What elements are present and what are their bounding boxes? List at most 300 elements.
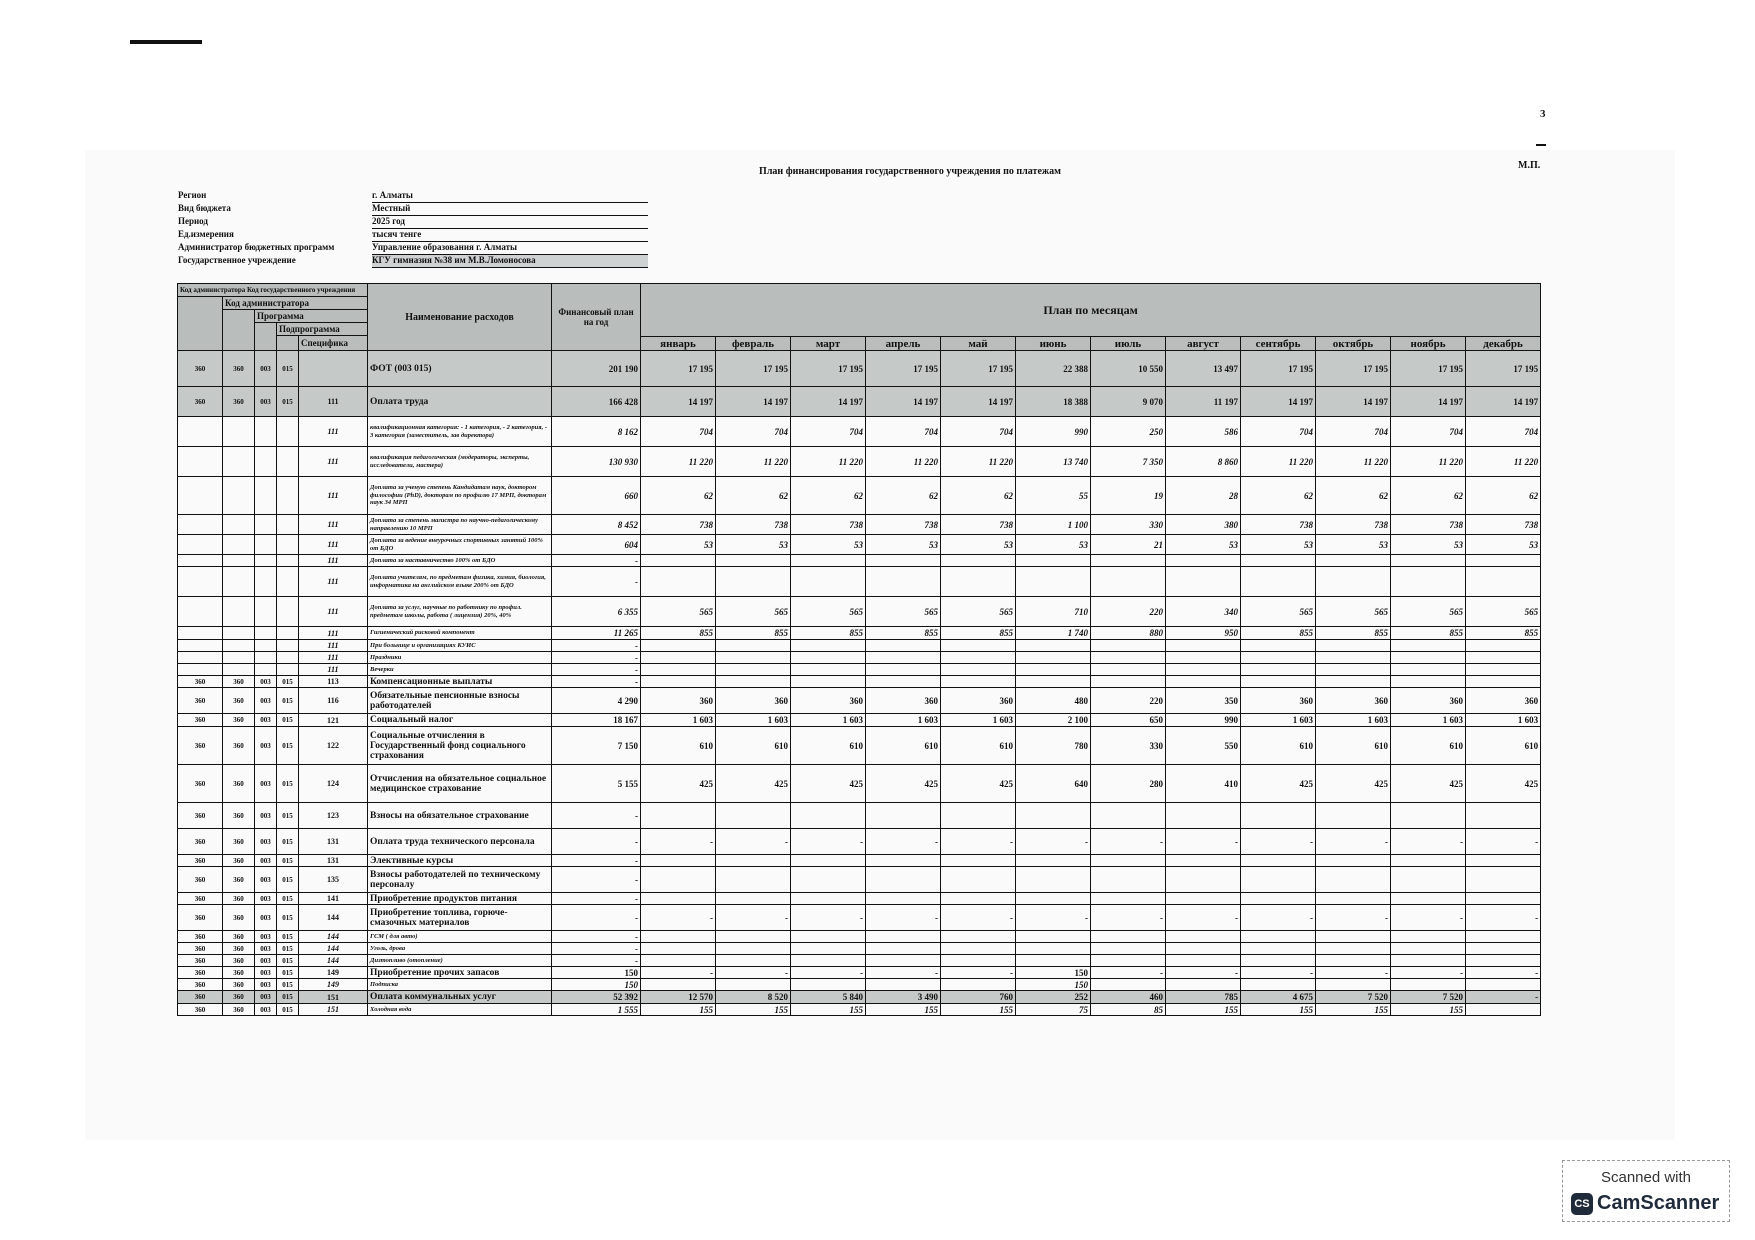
- annual-total-cell: 6 355: [552, 597, 641, 627]
- month-value-cell: [1316, 979, 1391, 991]
- month-value-cell: [1241, 955, 1316, 967]
- month-value-cell: 62: [791, 477, 866, 515]
- month-value-cell: 855: [941, 627, 1016, 640]
- month-value-cell: -: [641, 905, 716, 931]
- expense-name-cell: Уголь, дрова: [368, 943, 552, 955]
- month-value-cell: [1091, 931, 1166, 943]
- code-cell: [223, 477, 255, 515]
- annual-total-cell: -: [552, 855, 641, 867]
- month-value-cell: 155: [641, 1004, 716, 1016]
- specifics-cell: 151: [299, 991, 368, 1004]
- code-cell: 015: [277, 688, 299, 714]
- code-cell: 003: [255, 855, 277, 867]
- month-value-cell: -: [1091, 905, 1166, 931]
- expense-name-cell: Доплата за наставничество 100% от БДО: [368, 555, 552, 567]
- annual-total-cell: 1 555: [552, 1004, 641, 1016]
- code-cell: 360: [223, 714, 255, 727]
- month-value-cell: -: [1016, 905, 1091, 931]
- month-value-cell: [1316, 855, 1391, 867]
- specifics-cell: 149: [299, 967, 368, 979]
- month-value-cell: [1091, 803, 1166, 829]
- month-value-cell: [1466, 931, 1541, 943]
- month-value-cell: [716, 664, 791, 676]
- month-value-cell: 62: [1241, 477, 1316, 515]
- month-value-cell: 480: [1016, 688, 1091, 714]
- month-value-cell: -: [1466, 829, 1541, 855]
- month-value-cell: 1 603: [716, 714, 791, 727]
- expense-name-cell: Компенсационные выплаты: [368, 676, 552, 688]
- month-value-cell: [716, 979, 791, 991]
- annual-total-cell: 604: [552, 535, 641, 555]
- code-cell: [277, 567, 299, 597]
- month-value-cell: [1166, 979, 1241, 991]
- code-cell: [277, 555, 299, 567]
- month-value-cell: [1391, 955, 1466, 967]
- code-cell: 360: [178, 943, 223, 955]
- month-value-cell: 62: [866, 477, 941, 515]
- month-value-cell: 360: [1241, 688, 1316, 714]
- month-value-cell: 360: [1466, 688, 1541, 714]
- month-value-cell: [866, 979, 941, 991]
- month-value-cell: 1 603: [866, 714, 941, 727]
- month-value-cell: [1016, 652, 1091, 664]
- month-value-cell: [1316, 943, 1391, 955]
- month-value-cell: [1316, 640, 1391, 652]
- header-month: февраль: [716, 337, 791, 351]
- month-value-cell: -: [1016, 829, 1091, 855]
- specifics-cell: 111: [299, 515, 368, 535]
- code-cell: [223, 640, 255, 652]
- month-value-cell: 17 195: [1241, 351, 1316, 387]
- month-value-cell: [1466, 664, 1541, 676]
- month-value-cell: [641, 555, 716, 567]
- month-value-cell: 155: [1166, 1004, 1241, 1016]
- month-value-cell: 350: [1166, 688, 1241, 714]
- month-value-cell: 150: [1016, 979, 1091, 991]
- code-cell: 015: [277, 867, 299, 893]
- month-value-cell: [716, 803, 791, 829]
- month-value-cell: 14 197: [1391, 387, 1466, 417]
- header-month: декабрь: [1466, 337, 1541, 351]
- code-cell: 015: [277, 765, 299, 803]
- month-value-cell: 11 220: [1391, 447, 1466, 477]
- month-value-cell: -: [641, 829, 716, 855]
- code-cell: [277, 640, 299, 652]
- header-month: апрель: [866, 337, 941, 351]
- table-row: [178, 387, 1541, 417]
- expense-name-cell: Доплата за услуг, научные по работнику по профил. предметам школы, работа ( лицензия) 20%, 40%: [368, 597, 552, 627]
- month-value-cell: [1391, 676, 1466, 688]
- annual-total-cell: 150: [552, 979, 641, 991]
- month-value-cell: 280: [1091, 765, 1166, 803]
- month-value-cell: [791, 676, 866, 688]
- code-cell: 360: [223, 991, 255, 1004]
- page-number: 3: [1540, 108, 1546, 120]
- meta-value: КГУ гимназия №38 им М.В.Ломоносова: [372, 255, 648, 268]
- code-cell: [255, 652, 277, 664]
- month-value-cell: [1466, 855, 1541, 867]
- month-value-cell: 330: [1091, 515, 1166, 535]
- code-cell: [223, 652, 255, 664]
- code-cell: 360: [223, 765, 255, 803]
- table-row: [178, 555, 1541, 567]
- month-value-cell: [1466, 979, 1541, 991]
- table-row: [178, 597, 1541, 627]
- month-value-cell: [941, 893, 1016, 905]
- code-cell: [255, 627, 277, 640]
- month-value-cell: [1166, 567, 1241, 597]
- header-name: Наименование расходов: [368, 284, 552, 351]
- month-value-cell: 640: [1016, 765, 1091, 803]
- expense-name-cell: Вечерки: [368, 664, 552, 676]
- month-value-cell: 738: [1241, 515, 1316, 535]
- month-value-cell: 704: [866, 417, 941, 447]
- month-value-cell: 425: [941, 765, 1016, 803]
- header-program: Программа: [255, 310, 368, 323]
- specifics-cell: 149: [299, 979, 368, 991]
- code-cell: 003: [255, 676, 277, 688]
- month-value-cell: [716, 931, 791, 943]
- specifics-cell: 111: [299, 664, 368, 676]
- code-cell: 360: [223, 387, 255, 417]
- code-cell: 003: [255, 867, 277, 893]
- month-value-cell: 704: [791, 417, 866, 447]
- month-value-cell: [1241, 893, 1316, 905]
- month-value-cell: 704: [1391, 417, 1466, 447]
- specifics-cell: 111: [299, 652, 368, 664]
- month-value-cell: 855: [1466, 627, 1541, 640]
- month-value-cell: [1091, 676, 1166, 688]
- code-cell: [178, 567, 223, 597]
- month-value-cell: [1016, 640, 1091, 652]
- month-value-cell: [1466, 803, 1541, 829]
- month-value-cell: [1316, 955, 1391, 967]
- month-value-cell: 565: [1316, 597, 1391, 627]
- meta-label: Регион: [178, 190, 207, 200]
- code-cell: [178, 555, 223, 567]
- month-value-cell: 17 195: [1316, 351, 1391, 387]
- expense-name-cell: Приобретение продуктов питания: [368, 893, 552, 905]
- month-value-cell: [1166, 943, 1241, 955]
- month-value-cell: 610: [641, 727, 716, 765]
- month-value-cell: [791, 652, 866, 664]
- expense-name-cell: Гигиенический рисковой компонент: [368, 627, 552, 640]
- month-value-cell: 704: [1316, 417, 1391, 447]
- month-value-cell: [641, 803, 716, 829]
- month-value-cell: 360: [866, 688, 941, 714]
- month-value-cell: [941, 867, 1016, 893]
- month-value-cell: 53: [791, 535, 866, 555]
- month-value-cell: -: [791, 967, 866, 979]
- month-value-cell: 62: [941, 477, 1016, 515]
- code-cell: [223, 535, 255, 555]
- month-value-cell: [1391, 979, 1466, 991]
- month-value-cell: 53: [1316, 535, 1391, 555]
- code-cell: 360: [178, 714, 223, 727]
- month-value-cell: 53: [1466, 535, 1541, 555]
- month-value-cell: [716, 567, 791, 597]
- month-value-cell: [941, 664, 1016, 676]
- code-cell: 015: [277, 676, 299, 688]
- expense-name-cell: Доплата за ведение внеурочных спортивных занятий 100% от БДО: [368, 535, 552, 555]
- header-blank: [277, 336, 299, 351]
- month-value-cell: -: [1316, 829, 1391, 855]
- camscanner-logo-icon: CS: [1571, 1193, 1593, 1215]
- code-cell: 360: [178, 676, 223, 688]
- annual-total-cell: 166 428: [552, 387, 641, 417]
- code-cell: 360: [178, 855, 223, 867]
- month-value-cell: [641, 955, 716, 967]
- month-value-cell: [1016, 664, 1091, 676]
- code-cell: [178, 652, 223, 664]
- month-value-cell: [1166, 893, 1241, 905]
- month-value-cell: 1 100: [1016, 515, 1091, 535]
- month-value-cell: [791, 867, 866, 893]
- month-value-cell: [791, 555, 866, 567]
- table-row: [178, 515, 1541, 535]
- month-value-cell: 855: [866, 627, 941, 640]
- month-value-cell: [1466, 867, 1541, 893]
- month-value-cell: [1166, 555, 1241, 567]
- annual-total-cell: -: [552, 829, 641, 855]
- table-row: [178, 829, 1541, 855]
- code-cell: [255, 417, 277, 447]
- expense-name-cell: Взносы на обязательное страхование: [368, 803, 552, 829]
- code-cell: 360: [223, 803, 255, 829]
- month-value-cell: 155: [716, 1004, 791, 1016]
- month-value-cell: [1166, 676, 1241, 688]
- month-value-cell: [1091, 555, 1166, 567]
- month-value-cell: [1016, 676, 1091, 688]
- month-value-cell: 565: [641, 597, 716, 627]
- code-cell: [255, 555, 277, 567]
- month-value-cell: 17 195: [1391, 351, 1466, 387]
- month-value-cell: 360: [791, 688, 866, 714]
- scan-mark: [130, 40, 202, 44]
- month-value-cell: 2 100: [1016, 714, 1091, 727]
- header-code-gu: Код администратора Код государственного учреждения: [178, 284, 368, 297]
- month-value-cell: 360: [716, 688, 791, 714]
- code-cell: [223, 664, 255, 676]
- month-value-cell: [866, 803, 941, 829]
- month-value-cell: [1091, 867, 1166, 893]
- month-value-cell: 53: [866, 535, 941, 555]
- month-value-cell: [1316, 676, 1391, 688]
- month-value-cell: 704: [641, 417, 716, 447]
- month-value-cell: [1091, 855, 1166, 867]
- table-row: [178, 477, 1541, 515]
- annual-total-cell: 11 265: [552, 627, 641, 640]
- code-cell: 015: [277, 931, 299, 943]
- code-cell: 360: [178, 765, 223, 803]
- month-value-cell: [1391, 664, 1466, 676]
- code-cell: 360: [178, 803, 223, 829]
- month-value-cell: 360: [641, 688, 716, 714]
- code-cell: 360: [223, 967, 255, 979]
- header-month: август: [1166, 337, 1241, 351]
- table-row: [178, 417, 1541, 447]
- header-month: июль: [1091, 337, 1166, 351]
- month-value-cell: -: [866, 905, 941, 931]
- header-month: июнь: [1016, 337, 1091, 351]
- month-value-cell: [941, 943, 1016, 955]
- month-value-cell: [941, 555, 1016, 567]
- code-cell: 360: [178, 829, 223, 855]
- month-value-cell: [1391, 943, 1466, 955]
- month-value-cell: [1391, 652, 1466, 664]
- code-cell: 360: [178, 967, 223, 979]
- annual-total-cell: -: [552, 905, 641, 931]
- code-cell: 003: [255, 967, 277, 979]
- month-value-cell: 565: [716, 597, 791, 627]
- header-monthly-plan: План по месяцам: [641, 284, 1541, 337]
- month-value-cell: 610: [1466, 727, 1541, 765]
- month-value-cell: [1016, 893, 1091, 905]
- month-value-cell: [1091, 893, 1166, 905]
- month-value-cell: [866, 664, 941, 676]
- expense-name-cell: Отчисления на обязательное социальное медицинское страхование: [368, 765, 552, 803]
- code-cell: [277, 417, 299, 447]
- month-value-cell: [1391, 893, 1466, 905]
- code-cell: [178, 477, 223, 515]
- month-value-cell: 1 603: [791, 714, 866, 727]
- month-value-cell: [866, 555, 941, 567]
- expense-name-cell: Холодная вода: [368, 1004, 552, 1016]
- month-value-cell: [1316, 652, 1391, 664]
- month-value-cell: 14 197: [716, 387, 791, 417]
- month-value-cell: [1316, 867, 1391, 893]
- meta-label: Вид бюджета: [178, 203, 231, 213]
- month-value-cell: [716, 652, 791, 664]
- month-value-cell: -: [1391, 967, 1466, 979]
- table-row: [178, 931, 1541, 943]
- month-value-cell: 425: [1391, 765, 1466, 803]
- month-value-cell: [716, 955, 791, 967]
- specifics-cell: 111: [299, 447, 368, 477]
- month-value-cell: [1016, 943, 1091, 955]
- code-cell: [178, 627, 223, 640]
- month-value-cell: 17 195: [1466, 351, 1541, 387]
- code-cell: [255, 597, 277, 627]
- month-value-cell: [866, 652, 941, 664]
- month-value-cell: [1166, 955, 1241, 967]
- table-row: [178, 567, 1541, 597]
- month-value-cell: 380: [1166, 515, 1241, 535]
- month-value-cell: [1166, 867, 1241, 893]
- specifics-cell: 111: [299, 640, 368, 652]
- expense-name-cell: Оплата труда: [368, 387, 552, 417]
- month-value-cell: [941, 955, 1016, 967]
- month-value-cell: [791, 893, 866, 905]
- annual-total-cell: 201 190: [552, 351, 641, 387]
- month-value-cell: [1166, 803, 1241, 829]
- annual-total-cell: 18 167: [552, 714, 641, 727]
- code-cell: [277, 652, 299, 664]
- month-value-cell: [1466, 652, 1541, 664]
- month-value-cell: [1466, 1004, 1541, 1016]
- header-fin-plan: Финансовый план на год: [552, 284, 641, 351]
- month-value-cell: 53: [1016, 535, 1091, 555]
- month-value-cell: 565: [1241, 597, 1316, 627]
- code-cell: [178, 447, 223, 477]
- code-cell: [277, 477, 299, 515]
- month-value-cell: [866, 943, 941, 955]
- code-cell: 003: [255, 955, 277, 967]
- month-value-cell: 990: [1166, 714, 1241, 727]
- annual-total-cell: -: [552, 803, 641, 829]
- month-value-cell: 53: [1241, 535, 1316, 555]
- specifics-cell: 141: [299, 893, 368, 905]
- month-value-cell: 610: [866, 727, 941, 765]
- month-value-cell: [716, 893, 791, 905]
- month-value-cell: 11 197: [1166, 387, 1241, 417]
- month-value-cell: -: [791, 829, 866, 855]
- month-value-cell: 425: [791, 765, 866, 803]
- code-cell: 360: [178, 688, 223, 714]
- annual-total-cell: 7 150: [552, 727, 641, 765]
- code-cell: 360: [223, 1004, 255, 1016]
- month-value-cell: 1 603: [641, 714, 716, 727]
- specifics-cell: 111: [299, 597, 368, 627]
- month-value-cell: [716, 867, 791, 893]
- month-value-cell: -: [1391, 905, 1466, 931]
- month-value-cell: [641, 567, 716, 597]
- month-value-cell: 565: [1391, 597, 1466, 627]
- code-cell: 360: [178, 867, 223, 893]
- header-month: сентябрь: [1241, 337, 1316, 351]
- month-value-cell: [1391, 867, 1466, 893]
- month-value-cell: 1 603: [1241, 714, 1316, 727]
- code-cell: 015: [277, 829, 299, 855]
- month-value-cell: [1241, 867, 1316, 893]
- specifics-cell: 116: [299, 688, 368, 714]
- watermark-line1: Scanned with: [1600, 1169, 1692, 1186]
- month-value-cell: [1091, 652, 1166, 664]
- month-value-cell: 738: [641, 515, 716, 535]
- specifics-cell: 124: [299, 765, 368, 803]
- month-value-cell: 9 070: [1091, 387, 1166, 417]
- month-value-cell: -: [716, 829, 791, 855]
- month-value-cell: -: [1466, 967, 1541, 979]
- month-value-cell: 8 860: [1166, 447, 1241, 477]
- code-cell: 015: [277, 351, 299, 387]
- month-value-cell: 150: [1016, 967, 1091, 979]
- table-row: [178, 714, 1541, 727]
- month-value-cell: [1241, 943, 1316, 955]
- month-value-cell: [1091, 567, 1166, 597]
- month-value-cell: [1466, 943, 1541, 955]
- code-cell: [178, 664, 223, 676]
- code-cell: [223, 597, 255, 627]
- table-row: [178, 652, 1541, 664]
- code-cell: 003: [255, 727, 277, 765]
- month-value-cell: [791, 931, 866, 943]
- month-value-cell: [1166, 931, 1241, 943]
- month-value-cell: [1016, 555, 1091, 567]
- month-value-cell: 21: [1091, 535, 1166, 555]
- month-value-cell: 62: [1316, 477, 1391, 515]
- specifics-cell: 123: [299, 803, 368, 829]
- month-value-cell: 18 388: [1016, 387, 1091, 417]
- code-cell: 015: [277, 1004, 299, 1016]
- month-value-cell: 62: [716, 477, 791, 515]
- month-value-cell: -: [941, 905, 1016, 931]
- expense-name-cell: Социальный налог: [368, 714, 552, 727]
- month-value-cell: [941, 855, 1016, 867]
- month-value-cell: 14 197: [1316, 387, 1391, 417]
- code-cell: [223, 447, 255, 477]
- code-cell: 003: [255, 905, 277, 931]
